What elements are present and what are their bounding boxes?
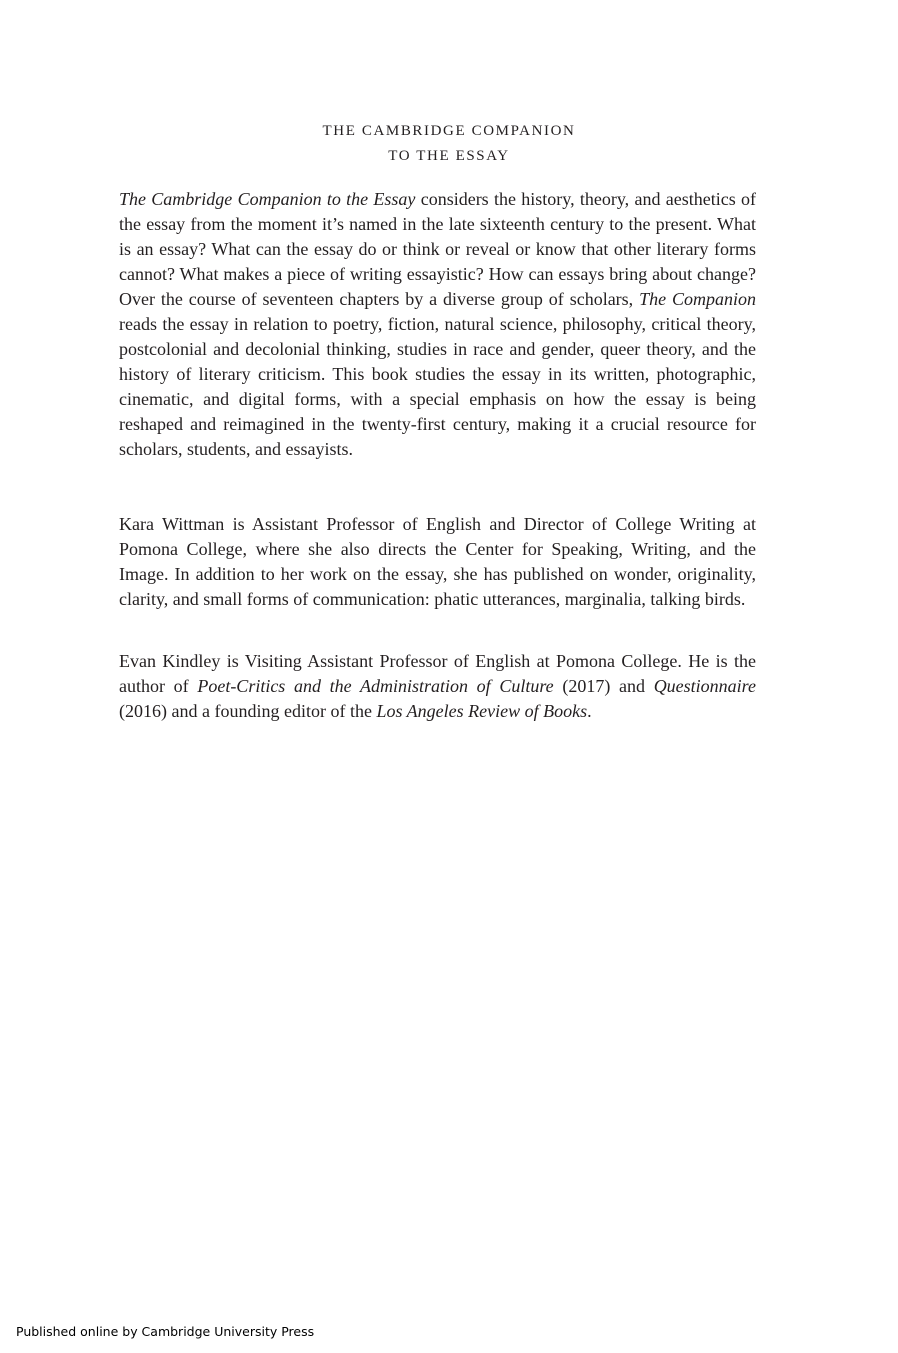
page-title-line-1: THE CAMBRIDGE COMPANION [322,123,576,139]
kindley-bio-text-2: (2017) and [553,676,654,696]
editor-bio-wittman [119,512,756,612]
kindley-bio-text-3: (2016) and a founding editor of the [119,701,377,721]
editor-bio-kindley [119,649,756,724]
description-text-1: considers the history, theory, and aesthetics of the essay from the moment it’s named in the late sixteenth century to the present. What is an essay? What can the essay do or think or reveal or know that other literary forms cannot? What makes a piece of writing essayistic? How can essays bring about change? Over the course of seventeen chapters by a diverse group of scholars, [119,189,756,309]
page-title-line-2: TO THE ESSAY [388,148,510,164]
book-title-poet-critics: Poet-Critics and the Administration of Culture [197,676,554,696]
companion-title: The Companion [639,289,756,309]
publication-title: Los Angeles Review of Books [376,701,588,721]
description-text-2: reads the essay in relation to poetry, fiction, natural science, philosophy, critical theory, postcolonial and decolonial thinking, studies in race and gender, queer theory, and the history of literary criticism. This book studies the essay in its written, photographic, cinematic, and digital forms, with a special emphasis on how the essay is being reshaped and reimagined in the twenty-first century, making it a crucial resource for scholars, students, and essayists. [119,314,756,459]
kindley-bio-text-4: . [587,701,592,721]
wittman-bio-text: Kara Wittman is Assistant Professor of English and Director of College Writing at Pomona College, where she also directs the Center for Speaking, Writing, and the Image. In addition to her work on the essay, she has published on wonder, originality, clarity, and small forms of communication: phatic utterances, marginalia, talking birds. [119,514,756,609]
book-description [119,187,756,462]
book-title: The Cambridge Companion to the Essay [119,189,416,209]
kindley-bio-text-1: Evan Kindley is Visiting Assistant Professor of English at Pomona College. He is the author of [119,651,756,696]
publisher-footer-note: Published online by Cambridge University Press [16,1324,315,1339]
page-title [0,119,898,169]
book-title-questionnaire: Questionnaire [653,676,757,696]
